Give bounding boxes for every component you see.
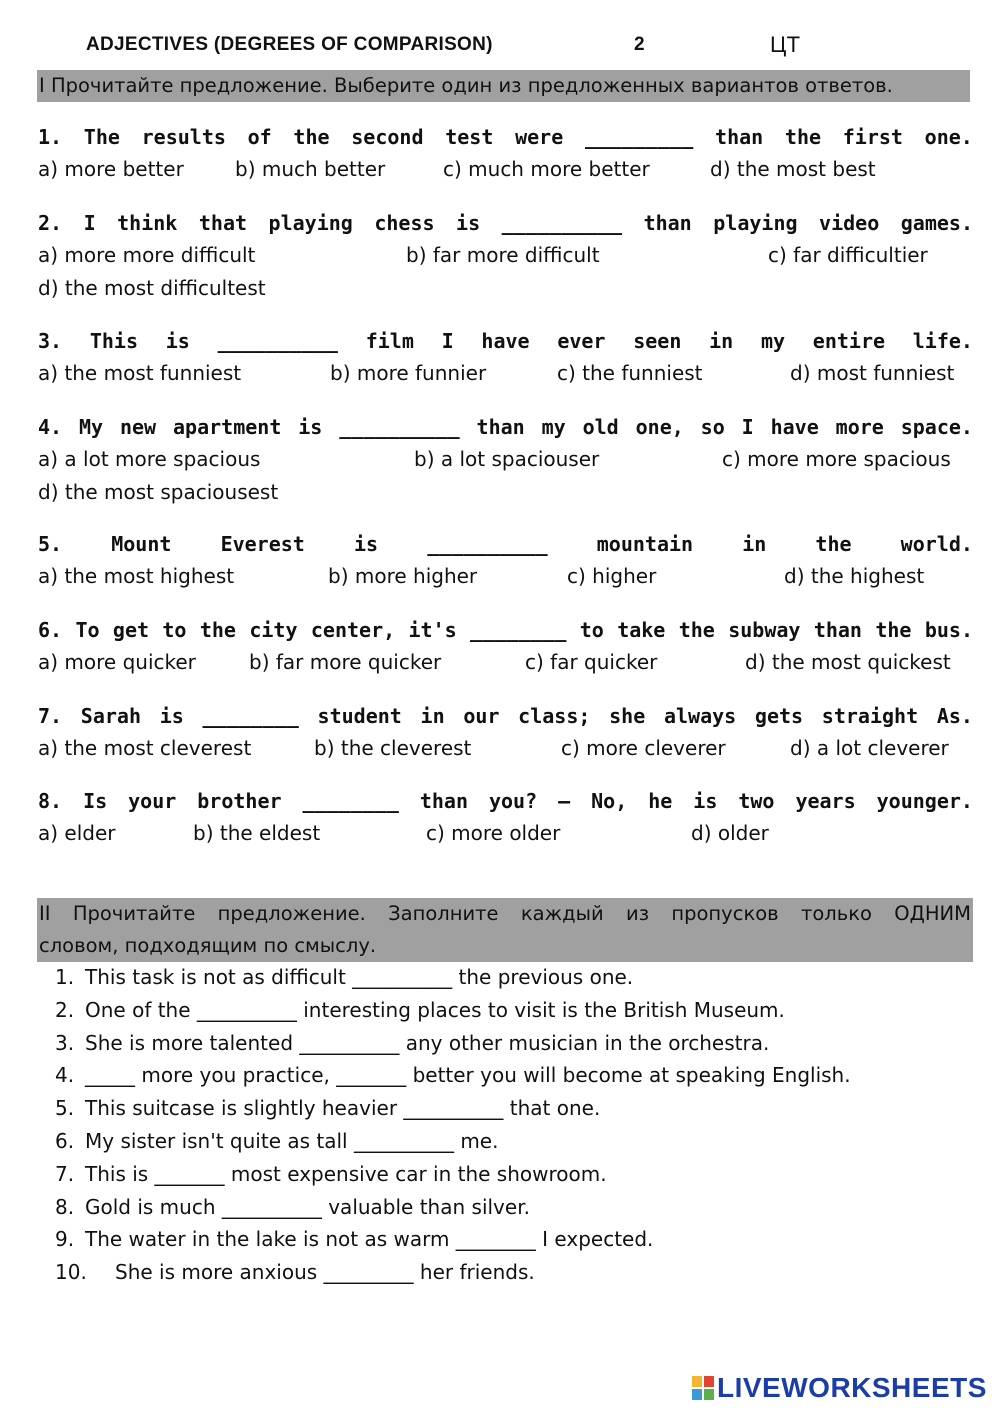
question-word: chess [374, 211, 435, 235]
question-word: two [738, 789, 775, 813]
answer-option[interactable]: b) the cleverest [314, 736, 472, 760]
question-word: were [515, 125, 564, 149]
question-word: have [481, 329, 530, 353]
question-word: first [842, 125, 903, 149]
question-word: the [199, 618, 236, 642]
question-word: is [456, 211, 481, 235]
item-number: 6. [55, 1129, 75, 1153]
answer-option[interactable]: c) much more better [443, 157, 650, 181]
question-word: center, [310, 618, 396, 642]
question-word: I [441, 329, 454, 353]
question-word: she [609, 704, 646, 728]
item-sentence[interactable]: She is more talented __________ any other musician in the orchestra. [85, 1030, 770, 1055]
question-word: I [741, 415, 754, 439]
question-word: Is [83, 789, 108, 813]
answer-option[interactable]: a) more quicker [38, 650, 196, 674]
item-number: 8. [55, 1194, 75, 1219]
instruction-word: ОДНИМ [894, 902, 971, 925]
question-4 [38, 415, 973, 439]
question-word: the [815, 532, 852, 556]
question-word: city [249, 618, 298, 642]
question-word: get [112, 618, 150, 642]
question-word: seen [633, 329, 682, 353]
answer-option[interactable]: c) far quicker [525, 650, 658, 674]
question-word: than [813, 618, 862, 642]
fill-item-10 [55, 1260, 535, 1284]
question-word: bus. [924, 618, 973, 642]
item-sentence[interactable]: This suitcase is slightly heavier __________ that one. [85, 1096, 601, 1121]
question-word: test [445, 125, 494, 149]
answer-option[interactable]: c) more cleverer [561, 736, 726, 760]
question-3-options [38, 361, 973, 391]
question-6-options [38, 650, 973, 680]
question-word: is [298, 415, 323, 439]
question-word: that [198, 211, 248, 235]
instruction-word: только [800, 902, 872, 925]
question-8 [38, 789, 973, 813]
answer-option[interactable]: c) more more spacious [722, 447, 951, 471]
answer-option[interactable]: a) the most cleverest [38, 736, 252, 760]
answer-option[interactable]: b) far more difficult [406, 243, 600, 267]
question-word: brother [197, 789, 282, 813]
answer-option[interactable]: c) more older [426, 821, 561, 845]
question-1-options [38, 157, 973, 187]
item-number: 5. [55, 1096, 75, 1121]
question-word: Everest [220, 532, 305, 556]
question-word: gets [754, 704, 804, 728]
question-word: 1. [38, 125, 63, 149]
question-word: world. [900, 532, 973, 556]
question-word: years [795, 789, 856, 813]
item-sentence[interactable]: My sister isn't quite as tall __________ me. [85, 1129, 499, 1153]
question-word: subway [728, 618, 801, 642]
fill-item-3 [55, 1031, 769, 1055]
question-word: 4. [38, 415, 63, 439]
question-word: My [78, 415, 104, 439]
question-word: — [558, 789, 571, 813]
question-word: one. [924, 125, 973, 149]
question-word: our [463, 704, 500, 728]
question-word: my [760, 329, 786, 353]
question-word: you? [488, 789, 538, 813]
answer-option[interactable]: b) more funnier [330, 361, 487, 385]
question-word: space. [900, 415, 973, 439]
liveworksheets-logo [692, 1372, 987, 1404]
fill-item-5 [55, 1096, 600, 1120]
question-7 [38, 704, 973, 728]
question-word: the [784, 125, 822, 149]
answer-option[interactable]: c) far difficultier [768, 243, 928, 267]
answer-option[interactable]: b) a lot spaciouser [414, 447, 600, 471]
question-word: the [875, 618, 912, 642]
question-word: The [83, 125, 120, 149]
question-word: No, [591, 789, 628, 813]
question-word: it's [408, 618, 457, 642]
item-number: 1. [55, 965, 75, 989]
answer-option[interactable]: a) elder [38, 821, 116, 845]
question-word: 5. [38, 532, 63, 556]
item-sentence[interactable]: _____ more you practice, _______ better you will become at speaking English. [85, 1063, 851, 1088]
fill-item-9 [55, 1227, 653, 1251]
question-word: 7. [38, 704, 63, 728]
liveworksheets-logo-icon [692, 1376, 714, 1400]
question-word: life. [912, 329, 973, 353]
answer-blank[interactable]: __________ [501, 211, 623, 235]
question-word: to [162, 618, 187, 642]
fill-item-8 [55, 1195, 530, 1219]
question-word: younger. [876, 789, 973, 813]
question-word: to [579, 618, 604, 642]
item-sentence[interactable]: Gold is much __________ valuable than silver. [85, 1194, 530, 1219]
answer-option[interactable]: d) the most best [710, 157, 876, 181]
question-2-options [38, 243, 973, 300]
answer-blank[interactable]: ________ [302, 789, 399, 813]
answer-option[interactable]: a) more better [38, 157, 184, 181]
answer-option[interactable]: d) most funniest [790, 361, 955, 385]
answer-option[interactable]: a) the most highest [38, 564, 235, 588]
answer-option[interactable]: d) older [691, 821, 769, 845]
question-word: one, [635, 415, 684, 439]
answer-option[interactable]: d) the highest [784, 564, 925, 588]
item-sentence[interactable]: One of the __________ interesting places to visit is the British Museum. [85, 997, 785, 1022]
question-word: playing [268, 211, 353, 235]
answer-blank[interactable]: ________ [202, 704, 299, 728]
question-word: second [351, 125, 424, 149]
question-word: in [420, 704, 445, 728]
question-word: apartment [172, 415, 282, 439]
question-word: than [476, 415, 525, 439]
answer-option[interactable]: a) more more difficult [38, 243, 256, 267]
question-word: Mount [111, 532, 172, 556]
question-word: in [709, 329, 734, 353]
fill-item-6 [55, 1129, 498, 1153]
question-word: the [293, 125, 330, 149]
section2-instruction-line2: словом, подходящим по смыслу. [37, 930, 378, 962]
question-word: is [693, 789, 718, 813]
instruction-word: пропусков [671, 902, 779, 925]
question-word: 2. [38, 211, 63, 235]
fill-item-7 [55, 1162, 607, 1186]
question-word: he [648, 789, 673, 813]
question-word: playing [713, 211, 798, 235]
fill-item-2 [55, 998, 785, 1022]
question-word: entire [812, 329, 886, 353]
worksheet-number: 2 [634, 34, 645, 55]
question-7-options [38, 736, 973, 766]
answer-option[interactable]: d) the most difficultest [38, 276, 266, 300]
question-word: Sarah [80, 704, 142, 728]
question-word: straight [821, 704, 919, 728]
question-word: the [678, 618, 715, 642]
question-word: of [247, 125, 272, 149]
item-number: 10. [55, 1260, 87, 1285]
instruction-word: предложение. [217, 902, 366, 925]
item-number: 9. [55, 1227, 75, 1252]
question-word: have [770, 415, 819, 439]
question-word: so [700, 415, 725, 439]
section2-instruction [37, 898, 973, 962]
question-word: student [317, 704, 402, 728]
answer-option[interactable]: a) the most funniest [38, 361, 242, 385]
question-word: To [75, 618, 100, 642]
question-word: mountain [596, 532, 694, 556]
section2-instruction-line1 [37, 898, 973, 930]
title-text: ADJECTIVES (DEGREES OF COMPARISON) [86, 34, 493, 55]
fill-item-1 [55, 965, 633, 989]
question-word: new [119, 415, 157, 439]
question-3 [38, 329, 973, 353]
question-2 [38, 211, 973, 235]
question-word: think [117, 211, 178, 235]
question-word: film [365, 329, 414, 353]
answer-option[interactable]: b) more higher [328, 564, 478, 588]
answer-option[interactable]: b) the eldest [193, 821, 321, 845]
section1-instruction: I Прочитайте предложение. Выберите один из предложенных вариантов ответов. [37, 70, 970, 102]
answer-blank[interactable]: __________ [339, 415, 460, 439]
instruction-word: каждый [520, 902, 604, 925]
answer-blank[interactable]: ________ [470, 618, 567, 642]
worksheet-title [86, 32, 801, 57]
answer-option[interactable]: a) a lot more spacious [38, 447, 261, 471]
question-4-options [38, 447, 973, 504]
question-word: I [83, 211, 96, 235]
question-word: than [715, 125, 764, 149]
item-number: 7. [55, 1161, 75, 1186]
question-word: always [663, 704, 737, 728]
answer-option[interactable]: b) much better [235, 157, 386, 181]
question-word: games. [900, 211, 973, 235]
question-word: in [742, 532, 767, 556]
instruction-word: Прочитайте [72, 902, 196, 925]
instruction-word: Заполните [388, 902, 499, 925]
item-sentence[interactable]: The water in the lake is not as warm ________ I expected. [85, 1227, 654, 1252]
question-word: is [165, 329, 190, 353]
question-word: my [541, 415, 566, 439]
answer-option[interactable]: d) a lot cleverer [790, 736, 949, 760]
answer-blank[interactable]: _________ [584, 125, 694, 149]
question-word: 6. [38, 618, 63, 642]
question-word: 8. [38, 789, 63, 813]
item-number: 2. [55, 997, 75, 1022]
question-8-options [38, 821, 973, 851]
item-sentence[interactable]: This task is not as difficult __________ the previous one. [85, 965, 634, 989]
answer-option[interactable]: c) higher [567, 564, 657, 588]
question-5-options [38, 564, 973, 594]
question-1 [38, 125, 973, 149]
question-word: more [835, 415, 884, 439]
item-number: 3. [55, 1030, 75, 1055]
question-word: your [128, 789, 177, 813]
instruction-word: II [39, 902, 51, 925]
item-number: 4. [55, 1063, 75, 1088]
answer-blank[interactable]: __________ [427, 532, 548, 556]
logo-text: LIVEWORKSHEETS [717, 1372, 987, 1403]
item-sentence[interactable]: She is more anxious _________ her friends. [115, 1260, 535, 1285]
answer-blank[interactable]: __________ [217, 329, 338, 353]
question-word: 3. [38, 329, 63, 353]
question-word: is [159, 704, 184, 728]
answer-option[interactable]: b) far more quicker [249, 650, 442, 674]
worksheet-code: ЦТ [770, 32, 801, 57]
question-word: take [617, 618, 666, 642]
question-word: than [643, 211, 692, 235]
item-sentence[interactable]: This is _______ most expensive car in the showroom. [85, 1161, 607, 1186]
question-word: video [819, 211, 880, 235]
question-word: results [141, 125, 226, 149]
question-word: than [419, 789, 468, 813]
answer-option[interactable]: d) the most spaciousest [38, 480, 279, 504]
question-word: This [89, 329, 138, 353]
question-word: As. [936, 704, 973, 728]
question-5 [38, 532, 973, 556]
question-word: is [353, 532, 379, 556]
answer-option[interactable]: c) the funniest [557, 361, 703, 385]
instruction-word: из [626, 902, 650, 925]
question-word: ever [557, 329, 606, 353]
question-word: class; [518, 704, 591, 728]
question-word: old [582, 415, 619, 439]
question-6 [38, 618, 973, 642]
fill-item-4 [55, 1063, 851, 1087]
answer-option[interactable]: d) the most quickest [745, 650, 951, 674]
